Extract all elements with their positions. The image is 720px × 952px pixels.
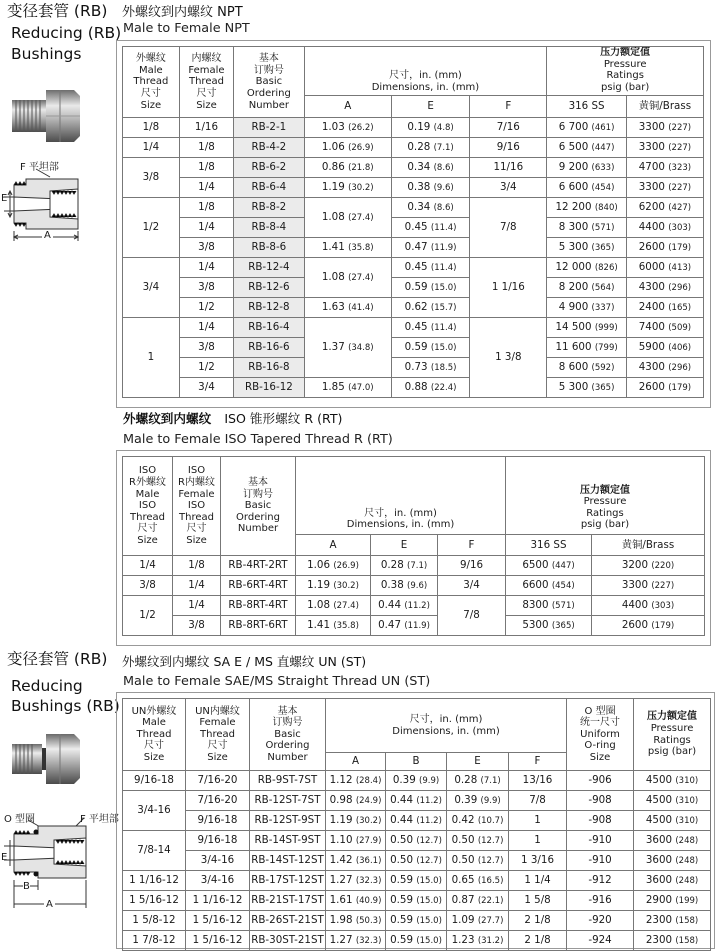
dim-a-cell: 1.08 (27.4): [304, 258, 391, 298]
dim-f-cell: 7/8: [438, 596, 506, 636]
pressure-cell: 4500 (310): [634, 811, 711, 831]
pressure-brass-cell: 4400 (303): [626, 218, 703, 238]
table-rt: [122, 456, 705, 636]
section3-subtitle-en: Male to Female SAE/MS Straight Thread UN (ST): [123, 674, 431, 689]
header-female-thread: 内螺纹 Female Thread 尺寸 Size: [179, 47, 233, 118]
pressure-ss-cell: 6500 (447): [506, 556, 592, 576]
ordering-number-cell: RB-12-6: [234, 278, 304, 298]
dim-e-cell: 0.39 (9.9): [447, 791, 509, 811]
female-size-cell: 1 5/16-12: [186, 931, 250, 951]
pressure-cell: 3600 (248): [634, 871, 711, 891]
ordering-number-cell: RB-8-4: [234, 218, 304, 238]
header-ss: 316 SS: [547, 96, 626, 118]
pressure-brass-cell: 6200 (427): [626, 198, 703, 218]
oring-size-cell: -920: [567, 911, 634, 931]
table-npt: [122, 46, 704, 398]
table-row: [123, 158, 704, 178]
female-size-cell: 9/16-18: [186, 811, 250, 831]
male-size-cell: 7/8-14: [123, 831, 186, 871]
male-size-cell: 1 5/16-12: [123, 891, 186, 911]
dim-f-cell: 7/8: [509, 791, 567, 811]
header-pressure: 压力额定值 Pressure Ratings psig (bar): [547, 47, 704, 96]
st-header-male: UN外螺纹 Male Thread 尺寸 Size: [123, 699, 186, 771]
dim-e-label: E: [1, 193, 8, 204]
table-row: [123, 218, 704, 238]
pressure-cell: 3600 (248): [634, 831, 711, 851]
table-row: [123, 178, 704, 198]
dim-f-cell: 1 3/16: [509, 851, 567, 871]
dim-a-cell: 1.42 (36.1): [326, 851, 386, 871]
st-header-pressure: 压力额定值 Pressure Ratings psig (bar): [634, 699, 711, 771]
dim-e-cell: 0.47 (11.9): [391, 238, 469, 258]
dim-a-cell: 1.85 (47.0): [304, 378, 391, 398]
rt-header-a: A: [296, 535, 371, 556]
table-row: [123, 931, 711, 951]
pressure-ss-cell: 5 300 (365): [547, 238, 626, 258]
dim-a-label-st: A: [46, 899, 53, 910]
header-e: E: [391, 96, 469, 118]
female-size-cell: 1/8: [173, 556, 221, 576]
dim-e-cell: 0.87 (22.1): [447, 891, 509, 911]
table-row: [123, 811, 711, 831]
pressure-ss-cell: 8300 (571): [506, 596, 592, 616]
dim-b-cell: 0.59 (15.0): [386, 891, 447, 911]
male-size-cell: 1/4: [123, 138, 180, 158]
dim-e-cell: 0.28 (7.1): [447, 771, 509, 791]
section3-title-en-1: Reducing: [11, 677, 83, 695]
dim-b-cell: 0.50 (12.7): [386, 851, 447, 871]
dim-b-cell: 0.50 (12.7): [386, 831, 447, 851]
pressure-ss-cell: 6 600 (454): [547, 178, 626, 198]
dim-b-cell: 0.44 (11.2): [386, 791, 447, 811]
dim-e-cell: 0.45 (11.4): [391, 258, 469, 278]
female-size-cell: 3/4-16: [186, 871, 250, 891]
dim-a-cell: 1.41 (35.8): [296, 616, 371, 636]
female-size-cell: 7/16-20: [186, 771, 250, 791]
pressure-cell: 2900 (199): [634, 891, 711, 911]
pressure-brass-cell: 3300 (227): [626, 118, 703, 138]
section3-subtitle-cn: 外螺纹到内螺纹 SA E / MS 直螺纹 UN (ST): [122, 654, 367, 669]
dim-f-cell: 9/16: [470, 138, 547, 158]
female-size-cell: 1/4: [179, 318, 233, 338]
rt-header-e: E: [371, 535, 438, 556]
female-size-cell: 1/4: [179, 258, 233, 278]
dim-a-cell: 1.63 (41.4): [304, 298, 391, 318]
male-size-cell: 3/8: [123, 576, 173, 596]
rt-header-f: F: [438, 535, 506, 556]
dim-e-cell: 1.09 (27.7): [447, 911, 509, 931]
dim-e-cell: 0.59 (15.0): [391, 278, 469, 298]
dim-e-cell: 0.28 (7.1): [371, 556, 438, 576]
section1-subtitle-cn: 外螺纹到内螺纹 NPT: [122, 5, 243, 20]
header-brass: 黄铜/Brass: [626, 96, 703, 118]
female-size-cell: 1/4: [179, 178, 233, 198]
table-row: [123, 318, 704, 338]
dim-e-cell: 0.34 (8.6): [391, 158, 469, 178]
pressure-brass-cell: 2600 (179): [592, 616, 705, 636]
st-header-dimensions: 尺寸，in. (mm) Dimensions, in. (mm): [326, 699, 567, 753]
pressure-brass-cell: 4400 (303): [592, 596, 705, 616]
pressure-brass-cell: 4300 (296): [626, 358, 703, 378]
rt-header-brass: 黄铜/Brass: [592, 535, 705, 556]
dim-a-cell: 1.37 (34.8): [304, 318, 391, 378]
female-size-cell: 1/4: [173, 596, 221, 616]
ordering-number-cell: RB-8RT-4RT: [221, 596, 296, 616]
dim-a-cell: 1.61 (40.9): [326, 891, 386, 911]
dim-a-cell: 1.03 (26.2): [304, 118, 391, 138]
female-size-cell: 9/16-18: [186, 831, 250, 851]
oring-size-cell: -916: [567, 891, 634, 911]
ordering-number-cell: RB-21ST-17ST: [250, 891, 326, 911]
ordering-number-cell: RB-16-4: [234, 318, 304, 338]
dim-e-cell: 0.44 (11.2): [371, 596, 438, 616]
male-size-cell: 9/16-18: [123, 771, 186, 791]
pressure-ss-cell: 8 300 (571): [547, 218, 626, 238]
female-size-cell: 1/2: [179, 358, 233, 378]
female-size-cell: 3/8: [179, 238, 233, 258]
ordering-number-cell: RB-26ST-21ST: [250, 911, 326, 931]
dim-a-cell: 1.19 (30.2): [326, 811, 386, 831]
oring-size-cell: -908: [567, 811, 634, 831]
st-header-a: A: [326, 753, 386, 771]
oring-size-cell: -924: [567, 931, 634, 951]
table-row: [123, 298, 704, 318]
ordering-number-cell: RB-9ST-7ST: [250, 771, 326, 791]
rt-header-dimensions: 尺寸，in. (mm) Dimensions, in. (mm): [296, 457, 506, 535]
dim-e-cell: 1.23 (31.2): [447, 931, 509, 951]
pressure-ss-cell: 12 200 (840): [547, 198, 626, 218]
female-size-cell: 3/8: [179, 278, 233, 298]
dim-e-cell: 0.65 (16.5): [447, 871, 509, 891]
pressure-ss-cell: 11 600 (799): [547, 338, 626, 358]
pressure-brass-cell: 3300 (227): [626, 178, 703, 198]
pressure-ss-cell: 8 200 (564): [547, 278, 626, 298]
dim-f-cell: 9/16: [438, 556, 506, 576]
pressure-cell: 4500 (310): [634, 771, 711, 791]
ordering-number-cell: RB-12-8: [234, 298, 304, 318]
male-size-cell: 1: [123, 318, 180, 398]
section1-subtitle-en: Male to Female NPT: [123, 21, 250, 36]
pressure-brass-cell: 3200 (220): [592, 556, 705, 576]
table-row: [123, 576, 705, 596]
female-size-cell: 3/4: [179, 378, 233, 398]
ordering-number-cell: RB-30ST-21ST: [250, 931, 326, 951]
ordering-number-cell: RB-12ST-9ST: [250, 811, 326, 831]
dim-f-cell: 1: [509, 831, 567, 851]
table-row: [123, 891, 711, 911]
male-size-cell: 1/8: [123, 118, 180, 138]
flat-label-st: F 平坦部: [80, 814, 119, 825]
ordering-number-cell: RB-14ST-12ST: [250, 851, 326, 871]
pressure-brass-cell: 4300 (296): [626, 278, 703, 298]
dim-a-cell: 1.27 (32.3): [326, 871, 386, 891]
ordering-number-cell: RB-17ST-12ST: [250, 871, 326, 891]
dim-e-cell: 0.73 (18.5): [391, 358, 469, 378]
header-male-thread: 外螺纹 Male Thread 尺寸 Size: [123, 47, 180, 118]
ordering-number-cell: RB-6-2: [234, 158, 304, 178]
section2-title-en: Male to Female ISO Tapered Thread R (RT): [123, 432, 393, 447]
dim-e-cell: 0.62 (15.7): [391, 298, 469, 318]
female-size-cell: 3/8: [179, 338, 233, 358]
pressure-brass-cell: 2600 (179): [626, 238, 703, 258]
table-row: [123, 138, 704, 158]
table-row: [123, 238, 704, 258]
table-row: [123, 831, 711, 851]
st-header-e: E: [447, 753, 509, 771]
header-dimensions: 尺寸，in. (mm) Dimensions, in. (mm): [304, 47, 547, 96]
dim-e-label-st: E: [1, 852, 8, 863]
ordering-number-cell: RB-16-12: [234, 378, 304, 398]
dim-a-cell: 1.12 (28.4): [326, 771, 386, 791]
dim-f-cell: 11/16: [470, 158, 547, 178]
pressure-brass-cell: 7400 (509): [626, 318, 703, 338]
ordering-number-cell: RB-12ST-7ST: [250, 791, 326, 811]
section1-title-en-2: Bushings: [11, 45, 82, 63]
dim-f-cell: 1 5/8: [509, 891, 567, 911]
pressure-ss-cell: 6600 (454): [506, 576, 592, 596]
table-row: [123, 791, 711, 811]
section3-title-cn: 变径套管 (RB): [7, 650, 108, 668]
dim-e-cell: 0.28 (7.1): [391, 138, 469, 158]
ordering-number-cell: RB-8-2: [234, 198, 304, 218]
female-size-cell: 1/2: [179, 298, 233, 318]
dim-a-cell: 1.27 (32.3): [326, 931, 386, 951]
table-row: [123, 338, 704, 358]
table-row: [123, 198, 704, 218]
male-size-cell: 3/8: [123, 158, 180, 198]
dim-e-cell: 0.38 (9.6): [391, 178, 469, 198]
pressure-ss-cell: 6 500 (447): [547, 138, 626, 158]
female-size-cell: 1 5/16-12: [186, 911, 250, 931]
dim-e-cell: 0.42 (10.7): [447, 811, 509, 831]
ordering-number-cell: RB-2-1: [234, 118, 304, 138]
table-row: [123, 871, 711, 891]
dim-a-label: A: [44, 230, 51, 241]
table-row: [123, 596, 705, 616]
section1-title-en-1: Reducing (RB): [11, 24, 122, 42]
ordering-number-cell: RB-16-8: [234, 358, 304, 378]
table-row: [123, 118, 704, 138]
rt-header-male: ISO R外螺纹 Male ISO Thread 尺寸 Size: [123, 457, 173, 556]
header-ordering-number: 基本 订购号 Basic Ordering Number: [234, 47, 304, 118]
female-size-cell: 1/8: [179, 158, 233, 178]
rt-header-ss: 316 SS: [506, 535, 592, 556]
pressure-brass-cell: 2400 (165): [626, 298, 703, 318]
dim-a-cell: 1.98 (50.3): [326, 911, 386, 931]
bushing-st-photo: [10, 730, 82, 788]
pressure-ss-cell: 5 300 (365): [547, 378, 626, 398]
st-header-b: B: [386, 753, 447, 771]
dim-f-cell: 7/16: [470, 118, 547, 138]
dim-a-cell: 1.19 (30.2): [296, 576, 371, 596]
st-header-f: F: [509, 753, 567, 771]
table-st: [122, 698, 711, 951]
male-size-cell: 1 5/8-12: [123, 911, 186, 931]
dim-e-cell: 0.34 (8.6): [391, 198, 469, 218]
oring-label: O 型圈: [4, 814, 36, 825]
ordering-number-cell: RB-14ST-9ST: [250, 831, 326, 851]
female-size-cell: 1 1/16-12: [186, 891, 250, 911]
pressure-cell: 2300 (158): [634, 911, 711, 931]
dim-f-cell: 1 1/16: [470, 258, 547, 318]
pressure-cell: 2300 (158): [634, 931, 711, 951]
oring-size-cell: -910: [567, 851, 634, 871]
ordering-number-cell: RB-8RT-6RT: [221, 616, 296, 636]
dim-a-cell: 1.41 (35.8): [304, 238, 391, 258]
pressure-ss-cell: 6 700 (461): [547, 118, 626, 138]
pressure-cell: 3600 (248): [634, 851, 711, 871]
female-size-cell: 1/4: [173, 576, 221, 596]
ordering-number-cell: RB-4-2: [234, 138, 304, 158]
dim-a-cell: 1.08 (27.4): [304, 198, 391, 238]
table-row: [123, 851, 711, 871]
pressure-brass-cell: 3300 (227): [626, 138, 703, 158]
pressure-ss-cell: 8 600 (592): [547, 358, 626, 378]
female-size-cell: 1/4: [179, 218, 233, 238]
ordering-number-cell: RB-12-4: [234, 258, 304, 278]
dim-f-cell: 2 1/8: [509, 911, 567, 931]
ordering-number-cell: RB-16-6: [234, 338, 304, 358]
pressure-brass-cell: 6000 (413): [626, 258, 703, 278]
oring-size-cell: -910: [567, 831, 634, 851]
dim-f-cell: 2 1/8: [509, 931, 567, 951]
dim-b-cell: 0.59 (15.0): [386, 871, 447, 891]
table-row: [123, 278, 704, 298]
dim-a-cell: 1.19 (30.2): [304, 178, 391, 198]
rt-header-female: ISO R内螺纹 Female ISO Thread 尺寸 Size: [173, 457, 221, 556]
male-size-cell: 3/4: [123, 258, 180, 318]
ordering-number-cell: RB-6RT-4RT: [221, 576, 296, 596]
female-size-cell: 7/16-20: [186, 791, 250, 811]
table-row: [123, 556, 705, 576]
oring-size-cell: -906: [567, 771, 634, 791]
ordering-number-cell: RB-4RT-2RT: [221, 556, 296, 576]
dim-a-cell: 0.86 (21.8): [304, 158, 391, 178]
dim-e-cell: 0.45 (11.4): [391, 218, 469, 238]
dim-e-cell: 0.45 (11.4): [391, 318, 469, 338]
pressure-brass-cell: 4700 (323): [626, 158, 703, 178]
dim-f-cell: 1: [509, 811, 567, 831]
female-size-cell: 3/4-16: [186, 851, 250, 871]
st-header-ordering: 基本 订购号 Basic Ordering Number: [250, 699, 326, 771]
dim-b-label: B: [23, 881, 30, 892]
female-size-cell: 1/8: [179, 138, 233, 158]
dim-b-cell: 0.39 (9.9): [386, 771, 447, 791]
male-size-cell: 1/4: [123, 556, 173, 576]
male-size-cell: 3/4-16: [123, 791, 186, 831]
section2-title-cn: 外螺纹到内螺纹 ISO 锥形螺纹 R (RT): [123, 411, 343, 426]
ordering-number-cell: RB-6-4: [234, 178, 304, 198]
pressure-ss-cell: 12 000 (826): [547, 258, 626, 278]
dim-e-cell: 0.88 (22.4): [391, 378, 469, 398]
dim-f-cell: 1 3/8: [470, 318, 547, 398]
header-a: A: [304, 96, 391, 118]
table-row: [123, 358, 704, 378]
table-row: [123, 258, 704, 278]
pressure-ss-cell: 9 200 (633): [547, 158, 626, 178]
male-size-cell: 1 7/8-12: [123, 931, 186, 951]
dim-e-cell: 0.19 (4.8): [391, 118, 469, 138]
dim-a-cell: 1.06 (26.9): [296, 556, 371, 576]
rt-header-pressure: 压力额定值 Pressure Ratings psig (bar): [506, 457, 705, 535]
table-row: [123, 616, 705, 636]
pressure-brass-cell: 3300 (227): [592, 576, 705, 596]
section1-title-cn: 变径套管 (RB): [7, 2, 108, 20]
dim-b-cell: 0.59 (15.0): [386, 911, 447, 931]
dim-a-cell: 1.08 (27.4): [296, 596, 371, 616]
oring-size-cell: -912: [567, 871, 634, 891]
dim-b-cell: 0.59 (15.0): [386, 931, 447, 951]
dim-e-cell: 0.50 (12.7): [447, 831, 509, 851]
pressure-brass-cell: 2600 (179): [626, 378, 703, 398]
st-header-female: UN内螺纹 Female Thread 尺寸 Size: [186, 699, 250, 771]
dim-e-cell: 0.47 (11.9): [371, 616, 438, 636]
dim-a-cell: 1.10 (27.9): [326, 831, 386, 851]
female-size-cell: 1/8: [179, 198, 233, 218]
male-size-cell: 1/2: [123, 596, 173, 636]
dim-f-cell: 7/8: [470, 198, 547, 258]
dim-f-cell: 13/16: [509, 771, 567, 791]
male-size-cell: 1 1/16-12: [123, 871, 186, 891]
female-size-cell: 1/16: [179, 118, 233, 138]
section3-title-en-2: Bushings (RB): [11, 697, 120, 715]
dim-f-cell: 1 1/4: [509, 871, 567, 891]
ordering-number-cell: RB-8-6: [234, 238, 304, 258]
pressure-ss-cell: 5300 (365): [506, 616, 592, 636]
header-f: F: [470, 96, 547, 118]
dim-e-cell: 0.59 (15.0): [391, 338, 469, 358]
female-size-cell: 3/8: [173, 616, 221, 636]
dim-e-cell: 0.38 (9.6): [371, 576, 438, 596]
bushing-npt-photo: [10, 86, 82, 146]
dim-f-cell: 3/4: [470, 178, 547, 198]
st-header-oring: O 型圈 统一尺寸 Uniform O-ring Size: [567, 699, 634, 771]
pressure-brass-cell: 5900 (406): [626, 338, 703, 358]
dim-a-cell: 0.98 (24.9): [326, 791, 386, 811]
rt-header-ordering: 基本 订购号 Basic Ordering Number: [221, 457, 296, 556]
pressure-ss-cell: 14 500 (999): [547, 318, 626, 338]
pressure-cell: 4500 (310): [634, 791, 711, 811]
dim-b-cell: 0.44 (11.2): [386, 811, 447, 831]
table-row: [123, 378, 704, 398]
dim-a-cell: 1.06 (26.9): [304, 138, 391, 158]
pressure-ss-cell: 4 900 (337): [547, 298, 626, 318]
table-row: [123, 911, 711, 931]
dim-f-cell: 3/4: [438, 576, 506, 596]
dim-e-cell: 0.50 (12.7): [447, 851, 509, 871]
oring-size-cell: -908: [567, 791, 634, 811]
flat-label: F 平坦部: [20, 162, 59, 173]
male-size-cell: 1/2: [123, 198, 180, 258]
table-row: [123, 771, 711, 791]
